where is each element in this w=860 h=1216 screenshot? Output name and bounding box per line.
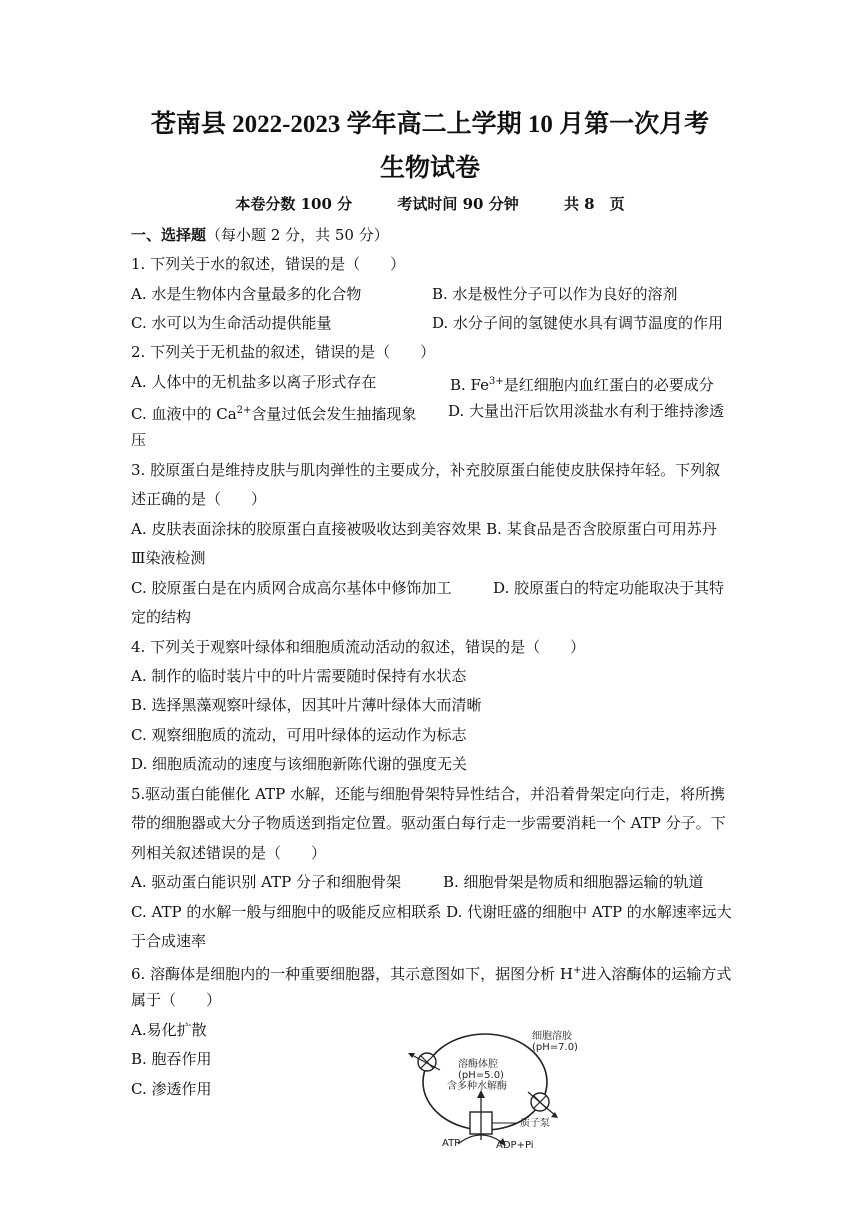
q5-option-b: B. 细胞骨架是物质和细胞器运输的轨道 (443, 873, 704, 891)
atp-label: ATP (442, 1138, 461, 1149)
q3-option-d-cont: 定的结构 (131, 608, 192, 626)
q2-option-b (450, 372, 714, 395)
q2-c-post: 含量过低会发生抽搐现象 (251, 405, 417, 423)
q5-stem-1: 5.驱动蛋白能催化 ATP 水解，还能与细胞骨架特异性结合，并沿着骨架定向行走，将所携 (131, 785, 725, 803)
q3-option-c: C. 胶原蛋白是在内质网合成高尔基体中修饰加工 (131, 579, 452, 597)
q6-option-c: C. 渗透作用 (131, 1080, 212, 1098)
q4-option-b: B. 选择黑藻观察叶绿体，因其叶片薄叶绿体大而清晰 (131, 696, 482, 714)
q3-option-d: D. 胶原蛋白的特定功能取决于其特 (493, 579, 725, 597)
q1-option-b: B. 水是极性分子可以作为良好的溶剂 (432, 285, 678, 303)
q2-option-a: A. 人体中的无机盐多以离子形式存在 (131, 373, 377, 391)
q1-option-a: A. 水是生物体内含量最多的化合物 (131, 285, 362, 303)
q4-option-d: D. 细胞质流动的速度与该细胞新陈代谢的强度无关 (131, 755, 468, 773)
section-heading (131, 225, 389, 245)
q2-c-pre: C. 血液中的 Ca (131, 405, 237, 423)
lysosome-diagram (400, 1022, 600, 1152)
exam-meta (0, 193, 860, 214)
q5-stem-2: 带的细胞器或大分子物质送到指定位置。驱动蛋白每行走一步需要消耗一个 ATP 分子。下 (131, 814, 726, 832)
lumen-label: 溶酶体腔 (458, 1059, 498, 1070)
q4-option-c: C. 观察细胞质的流动，可用叶绿体的运动作为标志 (131, 726, 467, 744)
channel-right-icon (528, 1092, 558, 1118)
q6-stem-sup: + (572, 965, 582, 976)
cytosol-label: 细胞溶胶 (532, 1031, 572, 1042)
q1-option-c: C. 水可以为生命活动提供能量 (131, 314, 332, 332)
exam-subtitle: 生物试卷 (379, 155, 480, 182)
score-info: 本卷分数 100 分 (235, 195, 353, 213)
q5-stem-3: 列相关叙述错误的是（ ） (131, 844, 327, 862)
q2-option-d: D. 大量出汗后饮用淡盐水有利于维持渗透 (448, 402, 725, 420)
q2-b-pre: B. Fe (450, 376, 490, 394)
q5-option-cd: C. ATP 的水解一般与细胞中的吸能反应相联系 D. 代谢旺盛的细胞中 ATP 的水解速率远大 (131, 903, 732, 921)
q5-option-d-cont: 于合成速率 (131, 932, 207, 950)
enzymes-label: 含多种水解酶 (447, 1081, 507, 1092)
q5-option-a: A. 驱动蛋白能识别 ATP 分子和细胞骨架 (131, 873, 402, 891)
q6-option-a: A.易化扩散 (131, 1021, 207, 1039)
proton-pump-icon (458, 1090, 518, 1146)
q2-b-post: 是红细胞内血红蛋白的必要成分 (503, 376, 714, 394)
q2-option-d-cont: 压 (131, 431, 147, 449)
q3-stem-2: 述正确的是（ ） (131, 490, 267, 508)
adp-label: ADP+Pi (496, 1140, 534, 1151)
q6-stem-post: 进入溶酶体的运输方式 (581, 965, 732, 983)
pump-label: 质子泵 (520, 1118, 550, 1129)
section-note: （每小题 2 分，共 50 分） (206, 226, 389, 244)
q2-c-sup: 2+ (236, 405, 252, 416)
lumen-ph-label: (pH=5.0) (458, 1070, 504, 1081)
q4-option-a: A. 制作的临时装片中的叶片需要随时保持有水状态 (131, 667, 467, 685)
q3-stem-1: 3. 胶原蛋白是维持皮肤与肌肉弹性的主要成分，补充胶原蛋白能使皮肤保持年轻。下列叙 (131, 461, 721, 479)
time-info: 考试时间 90 分钟 (397, 195, 519, 213)
q6-stem-2: 属于（ ） (131, 991, 222, 1009)
cytosol-ph-label: (pH=7.0) (532, 1042, 578, 1053)
q1-stem: 1. 下列关于水的叙述，错误的是（ ） (131, 255, 406, 273)
q2-b-sup: 3+ (489, 376, 504, 387)
q4-stem: 4. 下列关于观察叶绿体和细胞质流动活动的叙述，错误的是（ ） (131, 638, 586, 656)
exam-title: 苍南县 2022-2023 学年高二上学期 10 月第一次月考 (150, 111, 710, 138)
q6-stem-1 (131, 961, 731, 984)
q1-option-d: D. 水分子间的氢键使水具有调节温度的作用 (432, 314, 724, 332)
pages-info: 共 8 页 (563, 195, 625, 213)
q6-stem-pre: 6. 溶酶体是细胞内的一种重要细胞器，其示意图如下，据图分析 H (131, 965, 573, 983)
channel-left-icon (408, 1053, 440, 1071)
q3-option-ab: A. 皮肤表面涂抹的胶原蛋白直接被吸收达到美容效果 B. 某食品是否含胶原蛋白可用苏丹 (131, 520, 717, 538)
q2-stem: 2. 下列关于无机盐的叙述，错误的是（ ） (131, 343, 436, 361)
section-title: 一、选择题 (131, 226, 207, 244)
q6-option-b: B. 胞吞作用 (131, 1050, 212, 1068)
q3-option-b-cont: Ⅲ染液检测 (131, 549, 206, 567)
q2-option-c (131, 401, 416, 424)
